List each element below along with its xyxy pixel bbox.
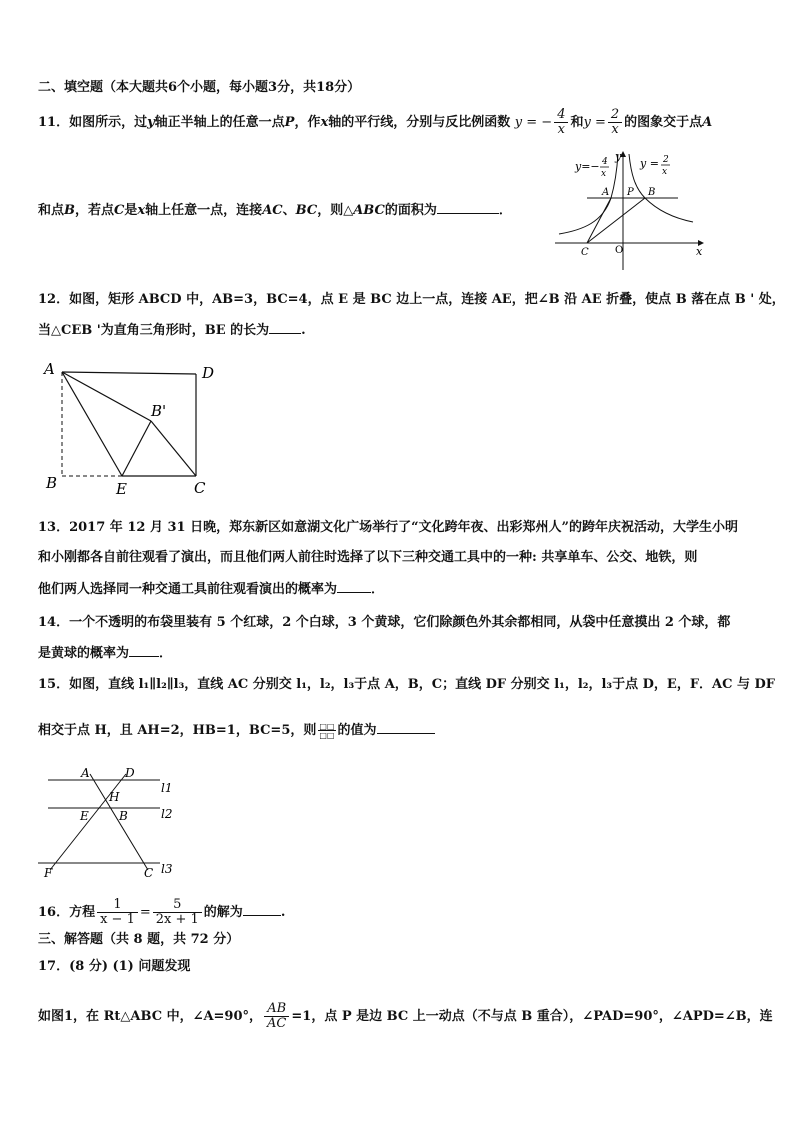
- q11-var-x: x: [320, 115, 329, 130]
- q11-eq1-fraction: [554, 108, 568, 137]
- q11-fig-label-a: A: [602, 187, 610, 198]
- q12-segment-ab1: [62, 372, 151, 421]
- q11-fig-label-o: O: [615, 245, 624, 256]
- q11-fig-right-den: x: [662, 167, 668, 177]
- q11-l2-g: 轴上任意一点，连接: [145, 203, 263, 218]
- q11-var-y: y: [147, 115, 155, 130]
- q13-line1: 13．2017 年 12 月 31 日晚，郑东新区如意湖文化广场举行了“文化跨年夜、出彩郑州人”的跨年庆祝活动，大学生小明: [38, 520, 739, 535]
- q11-answer-blank[interactable]: [437, 201, 499, 214]
- q12-segment-b1e: [122, 421, 151, 476]
- q11-l2-i: 、: [282, 203, 296, 218]
- q11-fig-label-x: x: [696, 245, 703, 258]
- q17-fraction: [264, 1002, 289, 1031]
- q12-label-b1: B': [151, 402, 167, 420]
- q15-label-a: A: [81, 766, 90, 780]
- q11-l2-m: 的面积为: [384, 203, 437, 218]
- q11-fig-label-b: B: [648, 187, 656, 198]
- q17-line1-suffix: =1，点 P 是边 BC 上一动点（不与点 B 重合），∠PAD=90°，∠APD=∠B，连: [291, 1009, 773, 1024]
- q11-text-a: 11．如图所示，过: [38, 115, 148, 130]
- q15-label-f: F: [44, 866, 53, 880]
- q13-answer-blank[interactable]: [337, 580, 371, 593]
- q14-end: ．: [159, 646, 173, 661]
- q11-eq2-den: x: [611, 122, 619, 137]
- section-3-title: 三、解答题（共 8 题，共 72 分）: [38, 932, 240, 947]
- q12-segment-ae: [62, 372, 122, 476]
- q14-line2: [38, 644, 172, 664]
- q15-line2-text: 相交于点 H，且 AH=2，HB=1，BC=5，则: [38, 723, 317, 738]
- q11-fig-left-eq: y=−: [575, 160, 600, 173]
- q16-end: .: [280, 905, 286, 920]
- q13-line2: 和小刚都各自前往观看了演出，而且他们两人前往时选择了以下三种交通工具中的一种: 共享单车、公交、地铁，则: [38, 550, 698, 565]
- q11-l2-e: 是: [124, 203, 138, 218]
- q12-label-b: B: [46, 474, 58, 492]
- q15-label-l3: l3: [161, 862, 173, 876]
- q16-rhs-num: 5: [153, 898, 202, 913]
- q12-line2: [38, 321, 306, 341]
- q11-text-d: 轴的平行线，分别与反比例函数: [328, 115, 511, 130]
- q11-and: 和: [570, 115, 584, 130]
- q15-label-e: E: [80, 809, 89, 823]
- q11-line2: [38, 201, 512, 221]
- q11-eq2-lhs: y =: [583, 115, 606, 130]
- q15-figure: [34, 762, 184, 884]
- q17-frac-den: AC: [267, 1016, 287, 1031]
- q15-label-b: B: [119, 809, 128, 823]
- q11-l2-k: ，则△: [317, 203, 354, 218]
- q16-rhs-den: 2x + 1: [155, 912, 199, 927]
- q11-eq1-lhs: y = −: [514, 115, 553, 130]
- q12-line1: 12．如图，矩形 ABCD 中，AB=3，BC=4，点 E 是 BC 边上一点，连接 AE，把∠B 沿 AE 折叠，使点 B 落在点 B ' 处，: [38, 292, 785, 307]
- q16-equals: =: [139, 905, 151, 920]
- q15-line2-suffix: 的值为: [337, 723, 377, 738]
- q15-line2: [38, 721, 435, 741]
- q11-curve-pos: [629, 154, 693, 222]
- q12-label-c: C: [194, 479, 206, 497]
- q11-l2-end: ．: [498, 203, 512, 218]
- q11-l2-a: 和点: [38, 203, 65, 218]
- q11-text-e: 的图象交于点: [624, 115, 703, 130]
- q11-line1: [38, 108, 712, 137]
- q15-label-c: C: [144, 866, 154, 880]
- q16-lhs-den: x − 1: [100, 912, 135, 927]
- q14-line2-text: 是黄球的概率为: [38, 646, 130, 661]
- q12-label-d: D: [202, 364, 215, 382]
- q11-l2-f: x: [137, 203, 146, 218]
- q11-fig-label-p: P: [627, 187, 634, 198]
- q11-fig-left-den: x: [601, 169, 607, 179]
- q15-answer-blank[interactable]: [377, 721, 435, 734]
- q11-l2-c: ，若点: [75, 203, 115, 218]
- q11-fig-right-eq: y =: [640, 157, 659, 170]
- q11-fig-label-c: C: [581, 247, 589, 258]
- q11-segment-ca: [587, 198, 611, 243]
- q16-lhs-num: 1: [97, 898, 138, 913]
- q16-line: [38, 898, 285, 927]
- q17-line1-text: 如图1，在 Rt△ABC 中，∠A=90°，: [38, 1009, 263, 1024]
- q14-line1: 14．一个不透明的布袋里装有 5 个红球，2 个白球，3 个黄球，它们除颜色外其余都相同，从袋中任意摸出 2 个球，都: [38, 615, 731, 630]
- q12-answer-blank[interactable]: [269, 321, 301, 334]
- q15-label-h: H: [109, 790, 120, 804]
- q17-title: 17．(8 分) (1) 问题发现: [38, 959, 191, 974]
- q11-l2-h: AC: [262, 203, 283, 218]
- q11-eq1-num: 4: [554, 108, 568, 123]
- q11-text-c: ，作: [294, 115, 321, 130]
- section-2-title: 二、填空题（本大题共6个小题，每小题3分，共18分）: [38, 80, 361, 95]
- q11-l2-j: BC: [295, 203, 318, 218]
- q11-l2-d: C: [114, 203, 125, 218]
- q11-eq2-fraction: [608, 108, 622, 137]
- q12-figure: [40, 358, 230, 500]
- q16-suffix: 的解为: [203, 905, 243, 920]
- q16-lhs-fraction: [97, 898, 138, 927]
- q15-line1: 15．如图，直线 l₁∥l₂∥l₃，直线 AC 分别交 l₁，l₂，l₃于点 A，B，C；直线 DF 分别交 l₁，l₂，l₃于点 D，E，F．AC 与 DF: [38, 677, 776, 692]
- q11-figure: [553, 148, 713, 272]
- q16-rhs-fraction: [153, 898, 202, 927]
- q11-var-a: A: [702, 115, 713, 130]
- q12-label-a: A: [44, 360, 55, 378]
- q15-label-l1: l1: [161, 781, 173, 795]
- q11-fig-right-num: 2: [663, 155, 669, 165]
- q15-label-l2: l2: [161, 807, 173, 821]
- q11-eq1-den: x: [557, 122, 565, 137]
- q17-frac-num: AB: [264, 1002, 289, 1017]
- q11-fig-label-y: y: [615, 150, 622, 163]
- q13-end: ．: [371, 582, 385, 597]
- q16-prefix: 16．方程: [38, 905, 96, 920]
- q13-line3: [38, 580, 384, 600]
- q11-l2-b: B: [64, 203, 76, 218]
- q15-label-d: D: [125, 766, 135, 780]
- q12-line2-text: 当△CEB '为直角三角形时，BE 的长为: [38, 323, 270, 338]
- q11-fig-left-num: 4: [602, 157, 608, 167]
- q11-eq2-num: 2: [608, 108, 622, 123]
- q12-label-e: E: [116, 480, 127, 498]
- q12-side-ad: [62, 372, 196, 374]
- q17-line1: [38, 1002, 773, 1031]
- q14-answer-blank[interactable]: [129, 644, 159, 657]
- q11-text-b: 轴正半轴上的任意一点: [154, 115, 285, 130]
- q16-answer-blank[interactable]: [243, 903, 281, 916]
- q11-l2-l: ABC: [353, 203, 385, 218]
- q13-line3-text: 他们两人选择同一种交通工具前往观看演出的概率为: [38, 582, 338, 597]
- q15-ratio-placeholder: $\frac{□□}{□□}$: [319, 721, 335, 740]
- q12-segment-b1c: [151, 421, 196, 476]
- q12-end: .: [301, 323, 306, 338]
- q11-var-p: P: [284, 115, 295, 130]
